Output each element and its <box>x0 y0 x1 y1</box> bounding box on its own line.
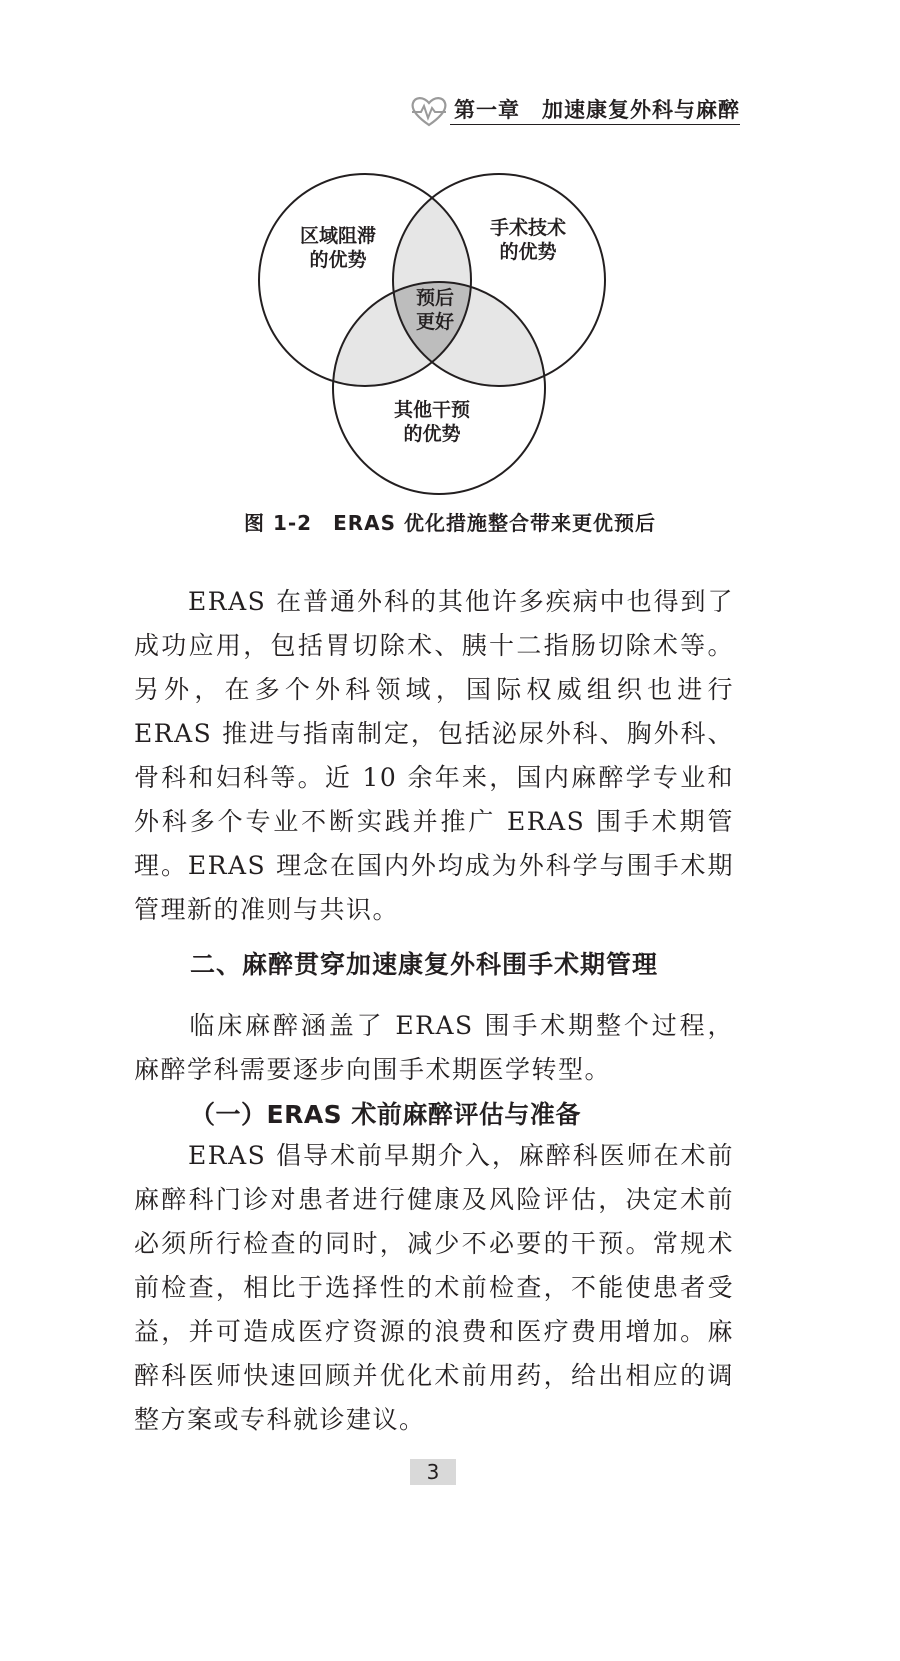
section-heading: 二、麻醉贯穿加速康复外科围手术期管理 <box>190 950 659 979</box>
header-rule <box>450 124 740 125</box>
label-other-interventions-advantage: 其他干预 的优势 <box>393 399 470 445</box>
label-better-prognosis: 预后 更好 <box>415 287 454 333</box>
label-regional-block-advantage: 区域阻滞 的优势 <box>299 225 376 271</box>
paragraph-eras-applications-text: ERAS 在普通外科的其他许多疾病中也得到了成功应用，包括胃切除术、胰十二指肠切除术等。另外，在多个外科领域，国际权威组织也进行 ERAS 推进与指南制定，包括泌尿外科、胸外科、骨科和妇科等。近 10 余年来，国内麻醉学专业和外科多个专业不断实践并推广 ERAS 围手术期管理。ERAS 理念在国内外均成为外科学与围手术期管理新的准则与共识。 <box>134 587 734 924</box>
paragraph-anesthesia-coverage <box>134 1004 734 1092</box>
running-header <box>410 92 740 132</box>
chapter-title: 第一章 加速康复外科与麻醉 <box>454 98 740 122</box>
paragraph-preoperative-assessment <box>134 1134 734 1442</box>
page-number: 3 <box>410 1459 456 1485</box>
figure-caption: 图 1-2 ERAS 优化措施整合带来更优预后 <box>243 511 656 535</box>
heart-ecg-logo-icon <box>410 94 448 128</box>
paragraph-eras-applications <box>134 580 734 932</box>
label-surgical-technique-advantage: 手术技术 的优势 <box>489 217 566 263</box>
venn-diagram <box>255 160 615 500</box>
subsection-heading: （一）ERAS 术前麻醉评估与准备 <box>190 1100 581 1129</box>
paragraph-preoperative-assessment-text: ERAS 倡导术前早期介入，麻醉科医师在术前麻醉科门诊对患者进行健康及风险评估，决定术前必须所行检查的同时，减少不必要的干预。常规术前检查，相比于选择性的术前检查，不能使患者受益，并可造成医疗资源的浪费和医疗费用增加。麻醉科医师快速回顾并优化术前用药，给出相应的调整方案或专科就诊建议。 <box>134 1141 734 1434</box>
paragraph-anesthesia-coverage-text: 临床麻醉涵盖了 ERAS 围手术期整个过程，麻醉学科需要逐步向围手术期医学转型。 <box>134 1011 734 1084</box>
